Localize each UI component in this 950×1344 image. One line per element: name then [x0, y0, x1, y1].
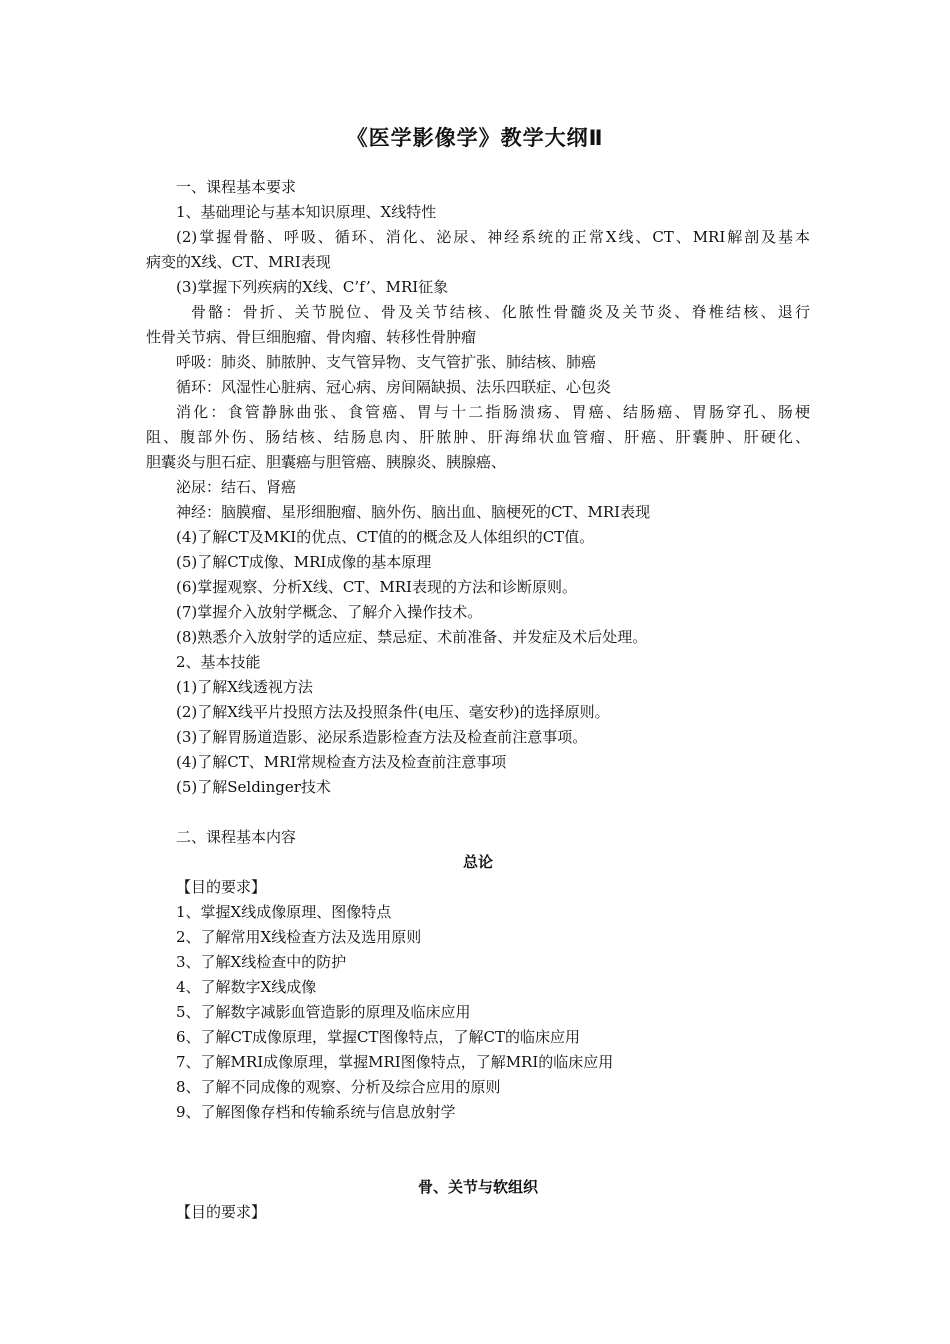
objective-item: 9、了解图像存档和传输系统与信息放射学 [176, 1103, 456, 1121]
part1-item4: (4)了解CT及MKI的优点、CT值的的概念及人体组织的CT值。 [176, 528, 595, 546]
spacer [146, 800, 810, 825]
digestive-line2: 阻、腹部外伤、肠结核、结肠息肉、肝脓肿、肝海绵状血管瘤、肝癌、肝囊肿、肝硬化、 [146, 428, 810, 446]
urinary-line: 泌尿：结石、肾癌 [176, 478, 297, 496]
skill-item: (3)了解胃肠道造影、泌尿系造影检查方法及检查前注意事项。 [176, 728, 588, 746]
skeleton-line2: 性骨关节病、骨巨细胞瘤、骨肉瘤、转移性骨肿瘤 [146, 328, 477, 346]
part1-item5: (5)了解CT成像、MRI成像的基本原理 [176, 553, 432, 571]
spacer [146, 1125, 810, 1175]
part1-item7: (7)掌握介入放射学概念、了解介入操作技术。 [176, 603, 483, 621]
objective-item: 3、了解X线检查中的防护 [176, 953, 347, 971]
respiratory-line: 呼吸：肺炎、肺脓肿、支气管异物、支气管扩张、肺结核、肺癌 [176, 353, 597, 371]
part1-item2-line1: (2)掌握骨骼、呼吸、循环、消化、泌尿、神经系统的正常X线、CT、MRI解剖及基本 [176, 228, 810, 246]
objectives-label: 【目的要求】 [176, 1203, 267, 1221]
digestive-line1: 消化：食管静脉曲张、食管癌、胃与十二指肠溃疡、胃癌、结肠癌、胃肠穿孔、肠梗 [176, 403, 810, 421]
objective-item: 2、了解常用X线检查方法及选用原则 [176, 928, 422, 946]
part1-item8: (8)熟悉介入放射学的适应症、禁忌症、术前准备、并发症及术后处理。 [176, 628, 648, 646]
skeleton-line1: 骨骼：骨折、关节脱位、骨及关节结核、化脓性骨髓炎及关节炎、脊椎结核、退行 [191, 303, 810, 321]
skill-item: (1)了解X线透视方法 [176, 678, 313, 696]
section-title-bone: 骨、关节与软组织 [417, 1178, 538, 1196]
part1-sub1: 1、基础理论与基本知识原理、X线特性 [176, 203, 437, 221]
section-title-general: 总论 [462, 853, 493, 871]
digestive-line3: 胆囊炎与胆石症、胆囊癌与胆管癌、胰腺炎、胰腺癌、 [146, 453, 507, 471]
skill-item: (5)了解Seldinger技术 [176, 778, 331, 796]
part1-item2-line2: 病变的X线、CT、MRI表现 [146, 253, 331, 271]
part1-sub2: 2、基本技能 [176, 653, 261, 671]
part2-heading: 二、课程基本内容 [176, 828, 297, 846]
nervous-line: 神经：脑膜瘤、星形细胞瘤、脑外伤、脑出血、脑梗死的CT、MRI表现 [176, 503, 651, 521]
skill-item: (2)了解X线平片投照方法及投照条件(电压、毫安秒)的选择原则。 [176, 703, 610, 721]
objective-item: 7、了解MRI成像原理，掌握MRI图像特点，了解MRI的临床应用 [176, 1053, 614, 1071]
objective-item: 8、了解不同成像的观察、分析及综合应用的原则 [176, 1078, 501, 1096]
objective-item: 5、了解数字减影血管造影的原理及临床应用 [176, 1003, 471, 1021]
part1-item3: (3)掌握下列疾病的X线、C’f’、MRI征象 [176, 278, 449, 296]
document-title: 《医学影像学》教学大纲Ⅱ [346, 126, 604, 150]
objective-item: 1、掌握X线成像原理、图像特点 [176, 903, 392, 921]
objective-item: 4、了解数字X线成像 [176, 978, 317, 996]
skill-item: (4)了解CT、MRI常规检查方法及检查前注意事项 [176, 753, 507, 771]
objectives-label: 【目的要求】 [176, 878, 267, 896]
objective-item: 6、了解CT成像原理，掌握CT图像特点，了解CT的临床应用 [176, 1028, 580, 1046]
part1-item6: (6)掌握观察、分析X线、CT、MRI表现的方法和诊断原则。 [176, 578, 577, 596]
part1-heading: 一、课程基本要求 [176, 178, 297, 196]
document-body [146, 175, 810, 1225]
circulatory-line: 循环：风湿性心脏病、冠心病、房间隔缺损、法乐四联症、心包炎 [176, 378, 612, 396]
